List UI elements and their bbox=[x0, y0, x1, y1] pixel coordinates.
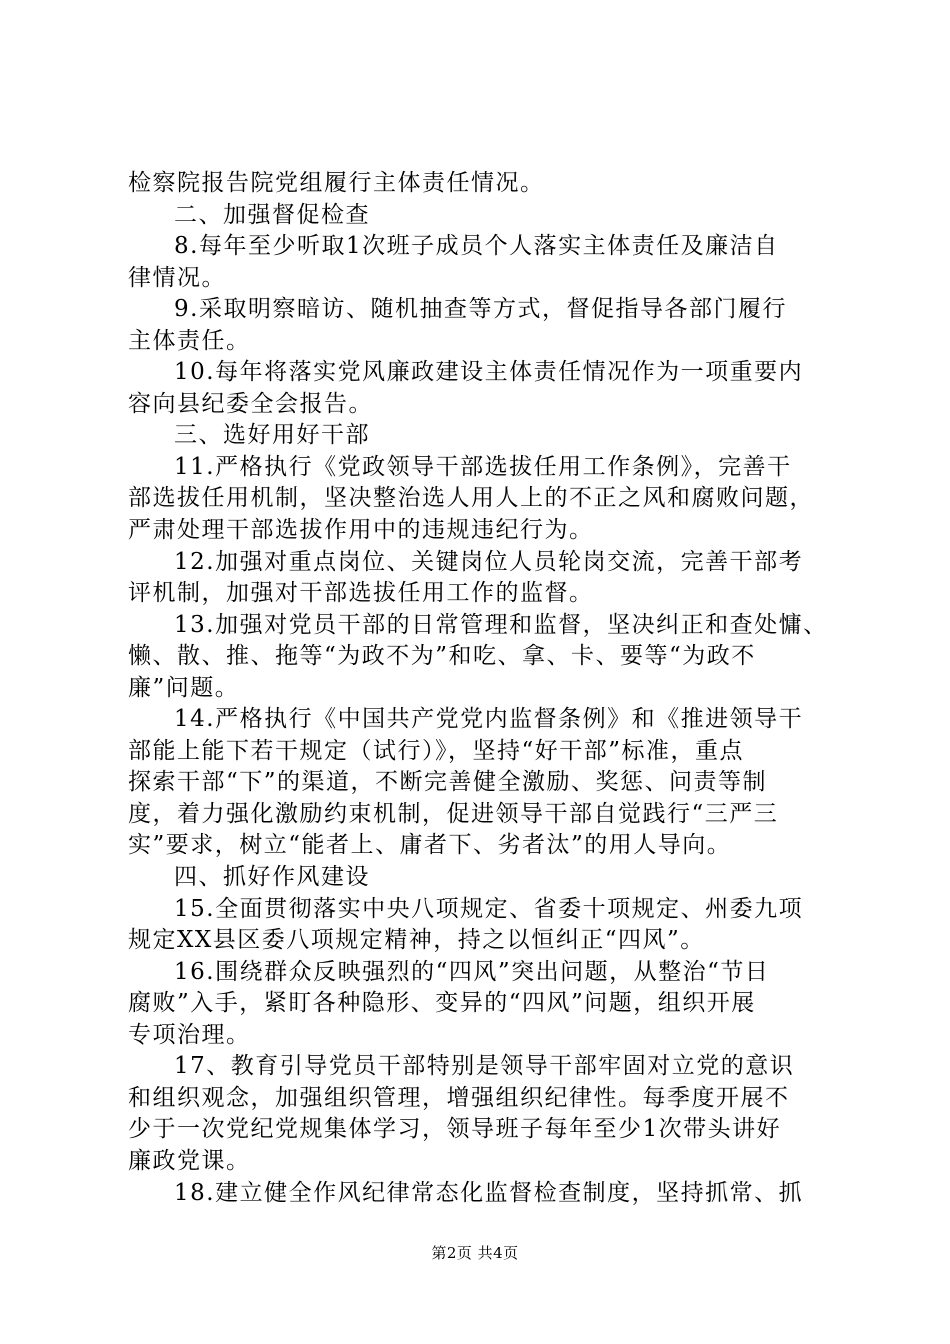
text-line: 部能上能下若干规定（试行）》，坚持“好干部”标准，重点 bbox=[128, 737, 745, 764]
text-line: 探索干部“下”的渠道，不断完善健全激励、奖惩、问责等制 bbox=[128, 769, 768, 796]
text-line: 11.严格执行《党政领导干部选拔任用工作条例》，完善干 bbox=[174, 453, 792, 480]
text-line: 少于一次党纪党规集体学习，领导班子每年至少1次带头讲好 bbox=[128, 1116, 782, 1143]
text-line: 13.加强对党员干部的日常管理和监督，坚决纠正和查处慵、 bbox=[174, 611, 828, 638]
text-line: 检察院报告院党组履行主体责任情况。 bbox=[128, 170, 545, 196]
text-line: 9.采取明察暗访、随机抽查等方式，督促指导各部门履行 bbox=[174, 296, 787, 323]
text-line: 度，着力强化激励约束机制，促进领导干部自觉践行“三严三 bbox=[128, 800, 779, 827]
text-line: 廉”问题。 bbox=[128, 674, 240, 701]
text-line: 部选拔任用机制，坚决整治选人用人上的不正之风和腐败问题， bbox=[128, 485, 814, 512]
text-line: 10.每年将落实党风廉政建设主体责任情况作为一项重要内 bbox=[174, 359, 804, 386]
text-line: 严肃处理干部选拔作用中的违规违纪行为。 bbox=[128, 517, 594, 544]
text-line: 律情况。 bbox=[128, 264, 226, 291]
text-line: 和组织观念，加强组织管理，增强组织纪律性。每季度开展不 bbox=[128, 1084, 790, 1111]
text-line: 17、教育引导党员干部特别是领导干部牢固对立党的意识 bbox=[174, 1053, 795, 1080]
text-line: 规定XX县区委八项规定精神，持之以恒纠正“四风”。 bbox=[128, 927, 705, 954]
text-line: 三、选好用好干部 bbox=[174, 422, 370, 449]
text-line: 廉政党课。 bbox=[128, 1147, 251, 1174]
text-line: 腐败”入手，紧盯各种隐形、变异的“四风”问题，组织开展 bbox=[128, 990, 756, 1017]
text-line: 15.全面贯彻落实中央八项规定、省委十项规定、州委九项 bbox=[174, 895, 804, 922]
text-line: 四、抓好作风建设 bbox=[174, 864, 370, 891]
text-line: 8.每年至少听取1次班子成员个人落实主体责任及廉洁自 bbox=[174, 233, 779, 260]
text-line: 专项治理。 bbox=[128, 1021, 251, 1048]
text-line: 容向县纪委全会报告。 bbox=[128, 390, 373, 417]
document-body bbox=[128, 168, 828, 1209]
text-line: 主体责任。 bbox=[128, 327, 251, 354]
text-line: 18.建立健全作风纪律常态化监督检查制度，坚持抓常、抓 bbox=[174, 1179, 804, 1206]
text-line: 14.严格执行《中国共产党党内监督条例》和《推进领导干 bbox=[174, 706, 804, 733]
page-number-label: 第2页 共4页 bbox=[431, 1244, 519, 1262]
text-line: 16.围绕群众反映强烈的“四风”突出问题，从整治“节日 bbox=[174, 958, 770, 985]
text-line: 懒、散、推、拖等“为政不为”和吃、拿、卡、要等“为政不 bbox=[128, 643, 756, 670]
text-line: 评机制，加强对干部选拔任用工作的监督。 bbox=[128, 580, 594, 607]
text-line: 二、加强督促检查 bbox=[174, 201, 370, 228]
page-footer bbox=[0, 1243, 950, 1263]
text-line: 实”要求，树立“能者上、庸者下、劣者汰”的用人导向。 bbox=[128, 832, 732, 859]
text-line: 12.加强对重点岗位、关键岗位人员轮岗交流，完善干部考 bbox=[174, 548, 804, 575]
